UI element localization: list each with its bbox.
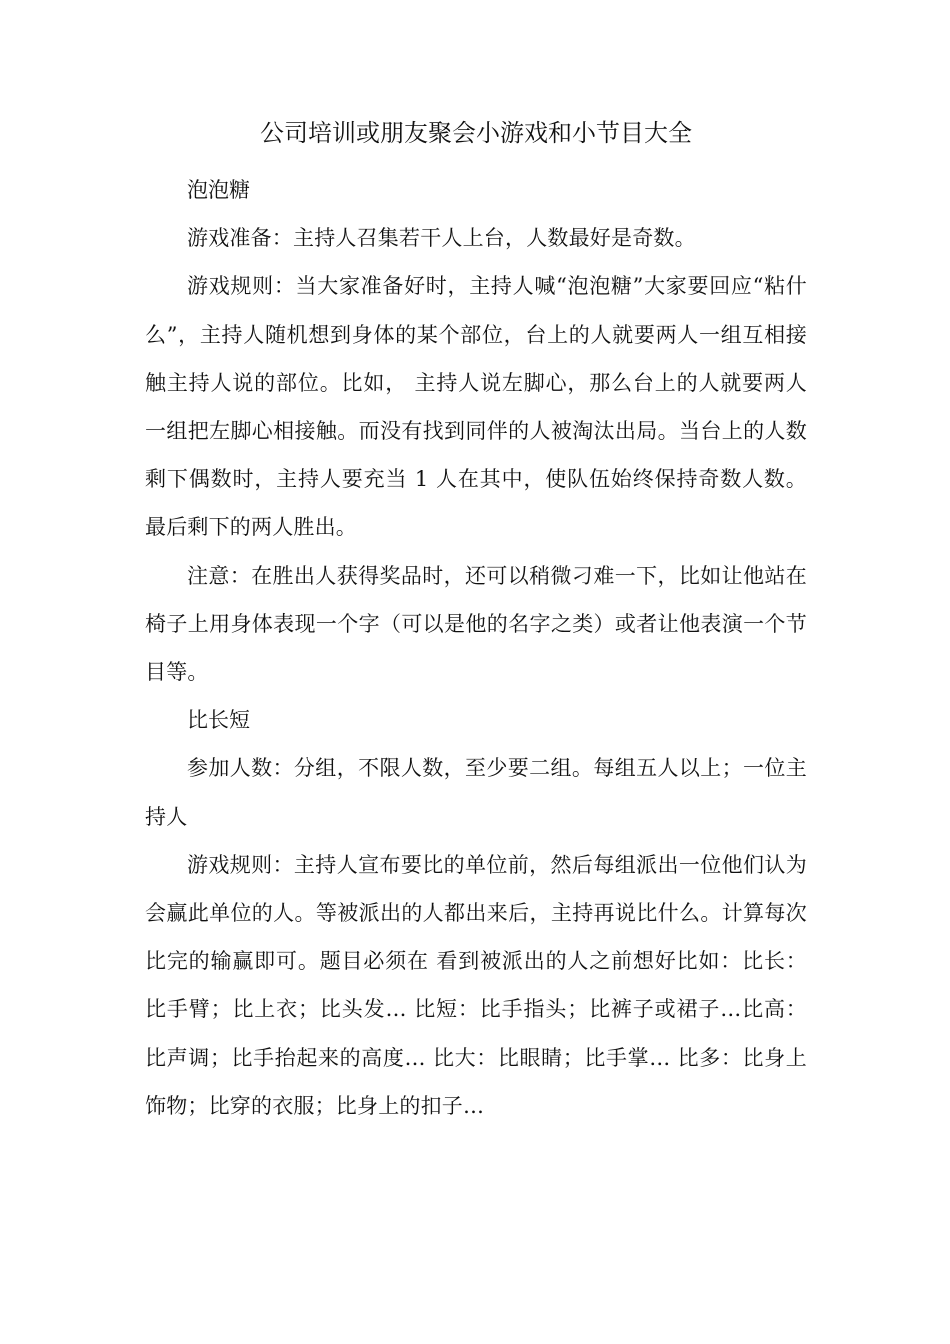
- document-page: [145, 112, 807, 1130]
- game-rules-paragraph: 游戏规则：当大家准备好时，主持人喊“泡泡糖”大家要回应“粘什么”，主持人随机想到身体的某个部位，台上的人就要两人一组互相接触主持人说的部位。比如， 主持人说左脚心，那么台上的人就要两人一组把左脚心相接触。而没有找到同伴的人被淘汰出局。当台上的人数剩下偶数时，主持人要充当 1 人在其中，使队伍始终保持奇数人数。最后剩下的两人胜出。: [145, 274, 807, 540]
- game-heading: 比长短: [187, 708, 250, 733]
- game-rules-paragraph: 游戏规则：主持人宣布要比的单位前，然后每组派出一位他们认为会赢此单位的人。等被派出的人都出来后，主持再说比什么。计算每次比完的输赢即可。题目必须在 看到被派出的人之前想好比如：比长：比手臂；比上衣；比头发… 比短：比手指头；比裤子或裙子…比高：比声调；比手抬起来的高度… 比大：比眼睛；比手掌… 比多：比身上饰物；比穿的衣服；比身上的扣子…: [145, 852, 807, 1118]
- game-heading: 泡泡糖: [187, 178, 250, 202]
- document-title: 公司培训或朋友聚会小游戏和小节目大全: [260, 119, 692, 147]
- game-participants-paragraph: 参加人数：分组，不限人数，至少要二组。每组五人以上；一位主持人: [145, 756, 807, 829]
- game-section-bubble-gum: [145, 166, 807, 696]
- game-note-paragraph: 注意：在胜出人获得奖品时，还可以稍微刁难一下，比如让他站在椅子上用身体表现一个字（可以是他的名字之类）或者让他表演一个节目等。: [145, 563, 807, 685]
- game-preparation-paragraph: 游戏准备：主持人召集若干人上台，人数最好是奇数。: [187, 226, 696, 251]
- game-section-compare-length: [145, 696, 807, 1130]
